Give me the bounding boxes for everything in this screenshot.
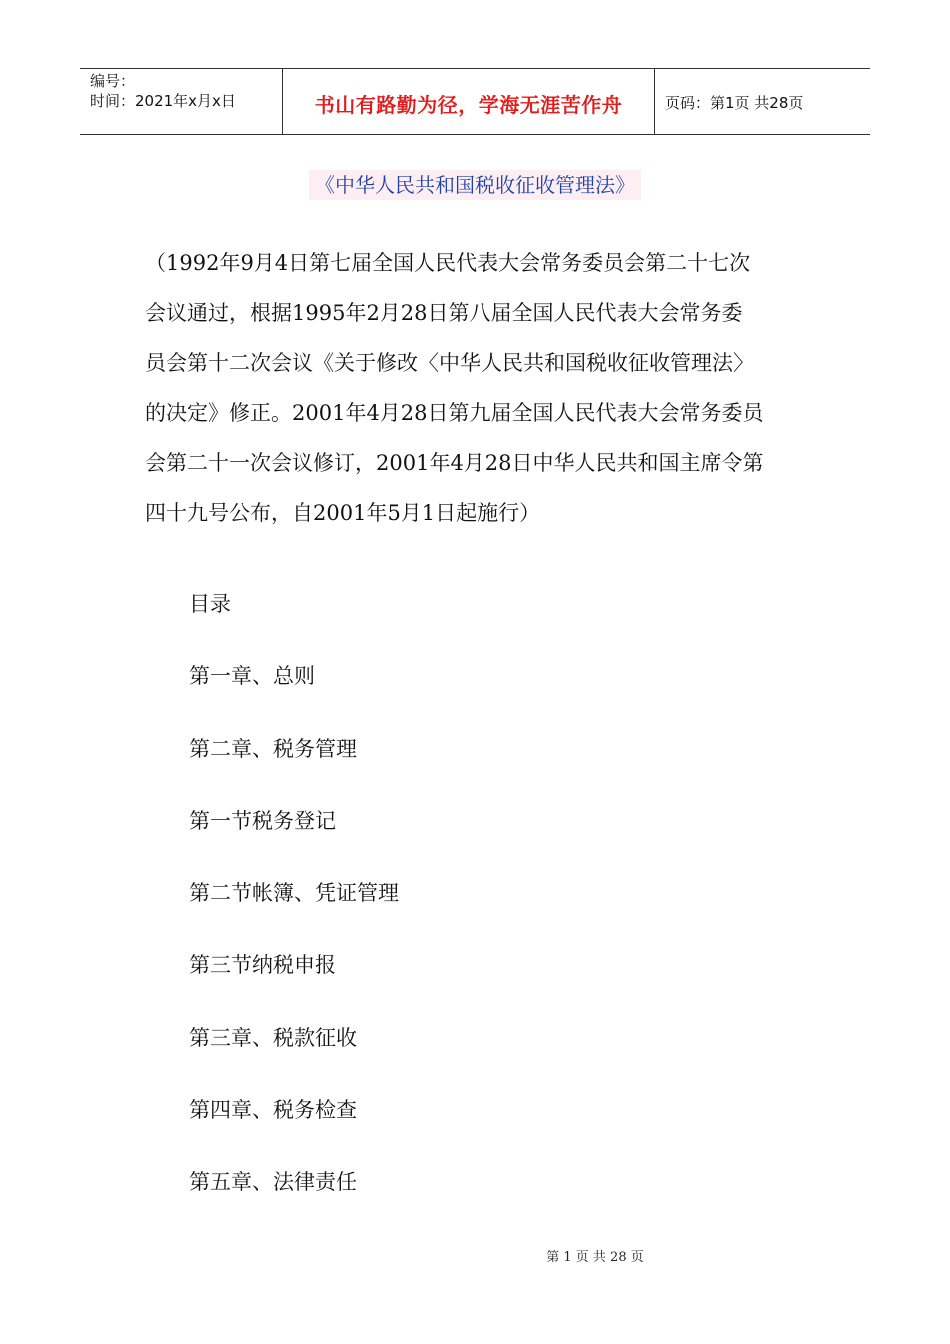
toc-item: 第一节税务登记 [189,808,336,833]
toc-item: 第二章、税务管理 [189,736,357,761]
header-motto: 书山有路勤为径，学海无涯苦作舟 [283,69,655,134]
toc-item: 第四章、税务检查 [189,1098,357,1123]
document-date-label: 时间：2021年x月x日 [90,92,236,110]
toc-heading: 目录 [189,592,231,616]
preamble-line: （1992年9月4日第七届全国人民代表大会常务委员会第二十七次 [145,251,751,275]
document-title-wrap [0,170,950,200]
document-number-label: 编号： [90,72,136,90]
preamble-line: 四十九号公布，自2001年5月1日起施行） [145,501,541,525]
page-footer: 第 1 页 共 28 页 [546,1250,644,1265]
header-meta-cell [80,69,283,134]
toc-item: 第五章、法律责任 [189,1170,357,1195]
header-page-info: 页码：第1页 共28页 [665,94,804,112]
preamble-line: 员会第十二次会议《关于修改〈中华人民共和国税收征收管理法〉 [145,351,754,375]
preamble-line: 的决定》修正。2001年4月28日第九届全国人民代表大会常务委员 [145,401,764,425]
toc-item: 第三节纳税申报 [189,953,336,978]
document-title: 《中华人民共和国税收征收管理法》 [309,170,641,200]
toc-item: 第三章、税款征收 [189,1025,357,1050]
preamble-line: 会议通过，根据1995年2月28日第八届全国人民代表大会常务委 [145,301,743,325]
preamble-line: 会第二十一次会议修订，2001年4月28日中华人民共和国主席令第 [145,451,764,475]
preamble-paragraph [145,238,810,538]
toc-item: 第一章、总则 [189,664,315,689]
toc-item: 第二节帐簿、凭证管理 [189,881,399,906]
table-of-contents [189,586,399,1237]
page-header [80,68,870,135]
